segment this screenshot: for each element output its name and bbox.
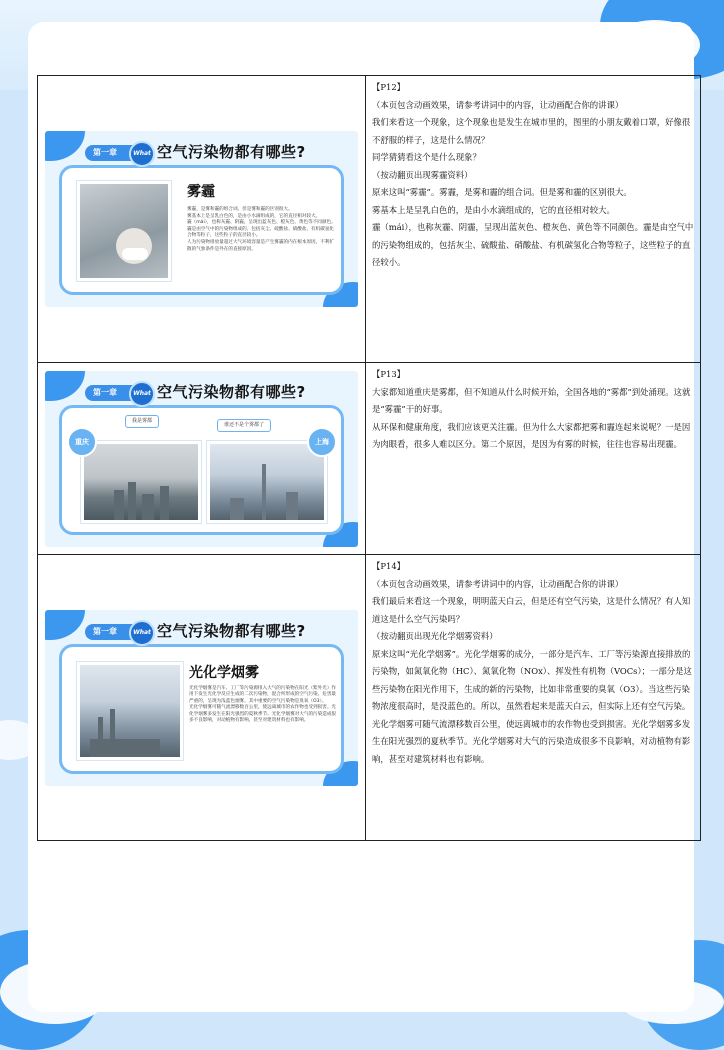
note-line: 我们最后来看这一个现象，明明蓝天白云，但是还有空气污染，这是什么情况？有人知道这是什么空气污染吗？ [372,596,691,624]
note-line: 光化学烟雾可随气流漂移数百公里，使远离城市的农作物也受到损害。光化学烟雾多发生在阳光强烈的夏秋季节。光化学烟雾对大气的污染造成很多不良影响，对动植物有影响，甚至对建筑材料也有影响。 [372,718,691,764]
note-line: 雾基本上是呈乳白色的，是由小水滴组成的，它的直径相对较大。 [372,204,615,215]
note-line: 大家都知道重庆是雾都，但不知道从什么时候开始，全国各地的“雾都”到处涌现。这就是“雾霾”干的好事。 [372,386,691,414]
notes-cell [366,363,701,555]
notes-cell [366,555,701,841]
building-shape [128,482,136,520]
slide-title: 空气污染物都有哪些? [157,382,306,401]
building-shape [114,490,124,520]
slide-title: 空气污染物都有哪些? [157,143,306,161]
factory-shape [90,739,160,757]
note-line: 原来这叫“雾霾”。雾霾，是雾和霾的组合词。但是雾和霾的区别很大。 [372,187,632,197]
chapter-badge: 第一章 [85,145,145,161]
table-row-p14 [38,555,701,841]
slide-cell [38,76,366,363]
note-line: 同学猜猜看这个是什么现象？ [372,152,481,162]
note-line: 霾（mái），也称灰霾、阴霾，呈现出蓝灰色、橙灰色、黄色等不同颜色。霾是由空气中的污染物组成的，包括灰尘、硫酸盐、硝酸盐、有机碳氢化合物等粒子，这些粒子的直径较小。 [372,222,694,267]
what-badge: What [129,381,155,407]
note-line: （按动翻页出现光化学烟雾资料） [372,631,498,641]
slide-corner-decor [45,131,85,161]
city-label-shanghai: 上海 [307,427,337,457]
note-line: 【P13】 [372,369,406,379]
note-line: 从环保和健康角度，我们应该更关注霾。但为什么大家都把雾和霾连起来说呢？一是因为肉眼看，很多人难以区分。第二个原因，是因为有雾的时候，往往也容易出现霾。 [372,421,691,449]
slide-cell [38,555,366,841]
slide-thumbnail-foggy-cities [45,371,358,547]
chapter-badge: 第一章 [85,624,145,640]
note-line: 【P14】 [372,561,406,571]
slide-title: 空气污染物都有哪些? [157,621,306,640]
building-shape [230,498,244,520]
table-row-p13 [38,363,701,555]
slide-body-text: 雾霾，是雾和霾的组合词。但是雾和霾的区别很大。 雾基本上是呈乳白色的，是由小水滴组成的，它的直径相对较大。 霾（mái），也称灰霾、阴霾，呈现出蓝灰色、橙灰色、黄色等不同颜色。霾是由空气中的污染物组成的，包括灰尘、硫酸盐、硝酸盐、有机碳氢化合物等粒子，这些粒子的直径较小。 人为污染物排放量超过大气环境容量是产生雾霾的内在根本原因，不利扩散的气象条件是外在的直接原因。 [187,207,336,252]
speech-bubble-right: 谁还不是个雾都了 [217,419,271,432]
table-row-p12 [38,76,701,363]
shanghai-photo [207,441,327,523]
building-shape [286,492,298,520]
city-label-chongqing: 重庆 [67,427,97,457]
note-line: 原来这叫“光化学烟雾”。光化学烟雾的成分，一部分是汽车、工厂等污染源直接排放的污染物，如氮氧化物（HC）、氮氧化物（NOx）、挥发性有机物（VOCs）；一部分是这些污染物在阳光作用下，生成的新的污染物，比如非常重要的臭氧（O3）。当这些污染物浓度很高时，是没蓝色的。所以，虽然看起来是蓝天白云，但实际上还有空气污染。 [372,648,692,711]
chongqing-photo [81,441,201,523]
note-line: （本页包含动画效果，请参考讲词中的内容，让动画配合你的讲课） [372,99,624,110]
smog-photo [77,181,171,281]
slide-body-text: 光化学烟雾是汽车、工厂等污染源排入大气的污染物在阳光（紫外光）作用下发生光化学反应生成的二次污染物，混合所形成的空气污染。危害最严重的，呈现为浅蓝色烟雾。其中重要的空气污染物是臭氧（O3）。 光化学烟雾可随气流漂移数百公里，使远离城市的农作物也受到损害。光化学烟雾多发生在阳光强烈的夏秋季节。光化学烟雾对大气的污染造成很多不良影响，对动植物有影响，甚至对建筑材料也有影响。 [189,685,337,724]
slide-thumbnail-photochemical-smog [45,610,358,786]
what-badge: What [129,620,155,646]
note-line: （按动翻页出现雾霾资料） [372,169,473,180]
building-shape [142,494,154,520]
tower-shape [262,464,266,520]
chapter-badge: 第一章 [85,385,145,401]
what-badge: What [129,141,155,167]
mask-shape [122,248,148,260]
slide-corner-decor [45,371,85,401]
slide-subtitle: 光化学烟雾 [189,664,259,681]
lesson-notes-table [37,75,701,841]
building-shape [160,486,169,520]
slide-subtitle: 雾霾 [187,184,215,200]
slide-cell [38,363,366,555]
note-line: 我们来看这一个现象，这个现象也是发生在城市里的，图里的小朋友戴着口罩，好像很不舒服的样子，这是什么情况？ [372,117,691,145]
note-line: 【P12】 [372,82,406,92]
note-line: （本页包含动画效果，请参考讲词中的内容，让动画配合你的讲课） [372,578,624,589]
speech-bubble-left: 我是雾都 [125,415,159,428]
slide-thumbnail-smog [45,131,358,307]
notes-cell [366,76,701,363]
industrial-smog-photo [77,662,183,760]
slide-corner-decor [45,610,85,640]
